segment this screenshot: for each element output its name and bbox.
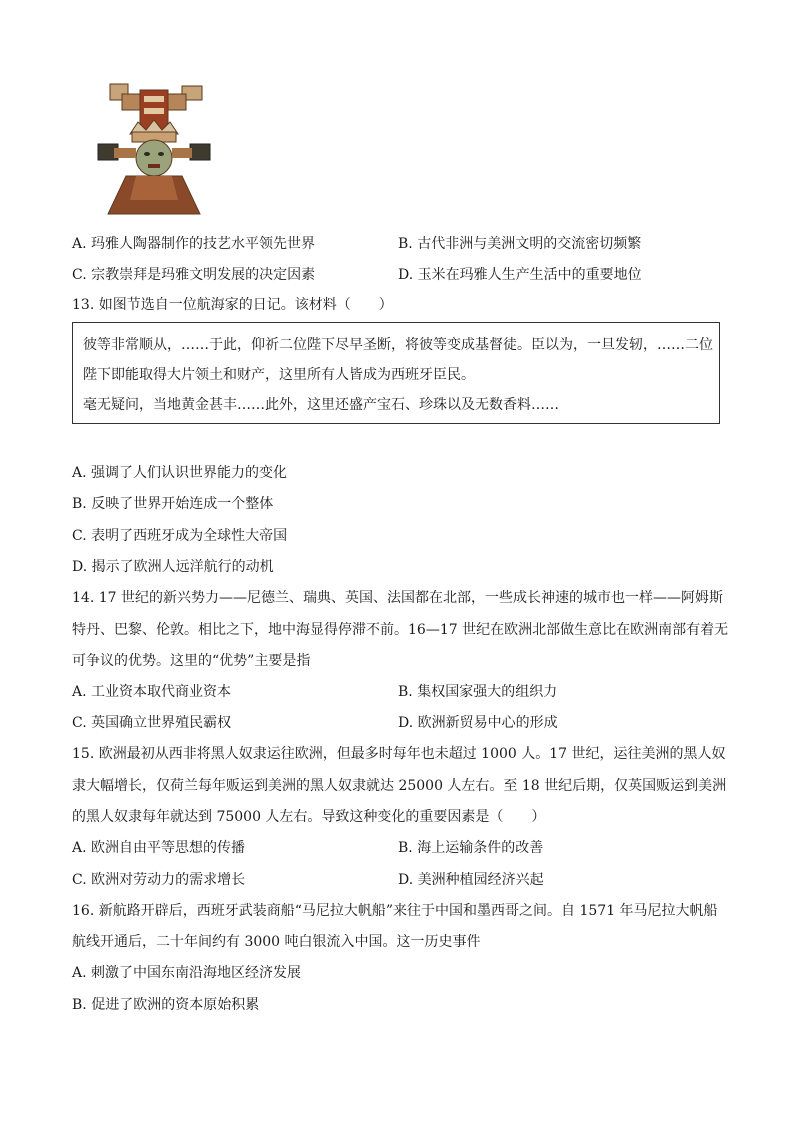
q13-quote-line: 彼等非常顺从，……于此，仰祈二位陛下尽早圣断，将彼等变成基督徒。臣以为，一旦发轫，……二位 (83, 337, 713, 353)
q14-option-a: A. 工业资本取代商业资本 (72, 684, 232, 700)
q13-quote-line: 陛下即能取得大片领土和财产，这里所有人皆成为西班牙臣民。 (83, 367, 475, 383)
q15-option-c: C. 欧洲对劳动力的需求增长 (72, 872, 246, 888)
q13-quote-box (72, 322, 720, 424)
q14-option-c: C. 英国确立世界殖民霸权 (72, 715, 232, 731)
q14-option-d: D. 欧洲新贸易中心的形成 (398, 715, 558, 731)
q13-option-b: B. 反映了世界开始连成一个整体 (72, 496, 274, 512)
q13-option-a: A. 强调了人们认识世界能力的变化 (72, 465, 288, 481)
q14-option-b: B. 集权国家强大的组织力 (398, 684, 558, 700)
q13-option-d: D. 揭示了欧洲人远洋航行的动机 (72, 559, 274, 575)
q12-option-d: D. 玉米在玛雅人生产生活中的重要地位 (398, 267, 642, 283)
q12-option-a: A. 玛雅人陶器制作的技艺水平领先世界 (72, 236, 316, 252)
q14-stem-line: 可争议的优势。这里的“优势”主要是指 (72, 653, 311, 669)
q14-stem-line: 14. 17 世纪的新兴势力——尼德兰、瑞典、英国、法国都在北部，一些成长神速的城市也一样——阿姆斯 (72, 590, 723, 606)
q13-stem: 13. 如图节选自一位航海家的日记。该材料（ ） (72, 297, 393, 313)
q15-option-b: B. 海上运输条件的改善 (398, 840, 544, 856)
q14-stem-line: 特丹、巴黎、伦敦。相比之下，地中海显得停滞不前。16—17 世纪在欧洲北部做生意比在欧洲南部有着无 (72, 622, 729, 638)
q16-stem-line: 16. 新航路开辟后，西班牙武装商船“马尼拉大帆船”来往于中国和墨西哥之间。自 1571 年马尼拉大帆船 (72, 903, 718, 919)
q16-option-b: B. 促进了欧洲的资本原始积累 (72, 997, 260, 1013)
q13-option-c: C. 表明了西班牙成为全球性大帝国 (72, 528, 288, 544)
q12-option-b: B. 古代非洲与美洲文明的交流密切频繁 (398, 236, 642, 252)
q15-stem-line: 15. 欧洲最初从西非将黑人奴隶运往欧洲，但最多时每年也未超过 1000 人。17 世纪，运往美洲的黑人奴 (72, 746, 726, 762)
q13-quote-line: 毫无疑问，当地黄金甚丰……此外，这里还盛产宝石、珍珠以及无数香料…… (83, 397, 559, 413)
q15-stem-line: 的黑人奴隶每年就达到 75000 人左右。导致这种变化的重要因素是（ ） (72, 809, 546, 825)
q15-option-d: D. 美洲种植园经济兴起 (398, 872, 544, 888)
q16-stem-line: 航线开通后，二十年间约有 3000 吨白银流入中国。这一历史事件 (72, 934, 481, 950)
q16-option-a: A. 刺激了中国东南沿海地区经济发展 (72, 965, 302, 981)
q15-option-a: A. 欧洲自由平等思想的传播 (72, 840, 246, 856)
mayan-pottery-figure (86, 80, 220, 216)
q12-option-c: C. 宗教崇拜是玛雅文明发展的决定因素 (72, 267, 316, 283)
q15-stem-line: 隶大幅增长，仅荷兰每年贩运到美洲的黑人奴隶就达 25000 人左右。至 18 世纪后期，仅英国贩运到美洲 (72, 778, 727, 794)
